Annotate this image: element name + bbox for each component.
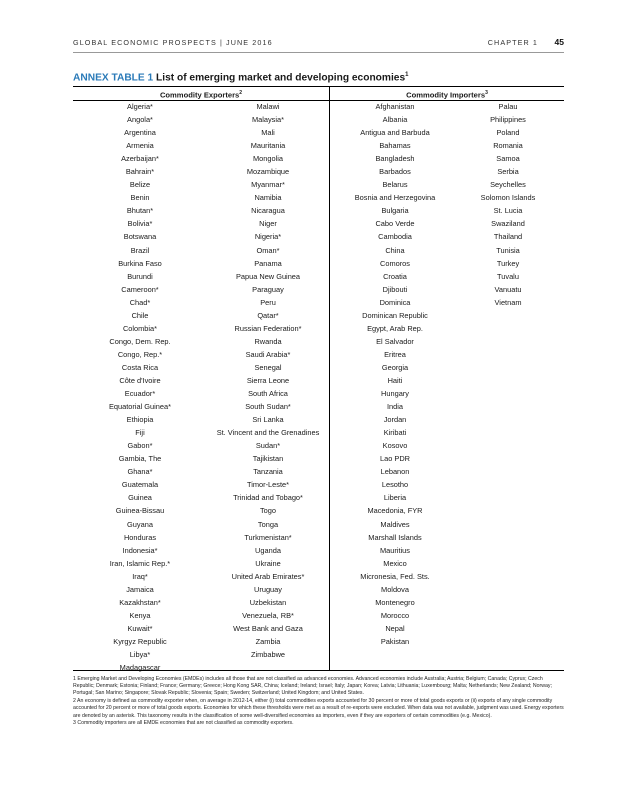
country-cell: Saudi Arabia*: [245, 349, 291, 359]
country-cell: Macedonia, FYR: [367, 506, 423, 516]
country-cell: Trinidad and Tobago*: [233, 493, 303, 503]
country-cell: Timor-Leste*: [246, 480, 290, 490]
footnotes: [73, 676, 564, 728]
country-cell: Kyrgyz Republic: [113, 636, 167, 646]
country-cell: Sri Lanka: [252, 415, 284, 425]
country-cell: Swaziland: [491, 219, 525, 229]
exporters-header-label: Commodity Exporters: [159, 90, 240, 100]
country-cell: Mexico: [383, 558, 407, 568]
country-cell: Uzbekistan: [249, 597, 287, 607]
country-cell: Hungary: [381, 389, 409, 399]
country-cell: Cameroon*: [121, 284, 159, 294]
country-cell: Dominica: [379, 297, 411, 307]
country-cell: Turkey: [496, 258, 520, 268]
country-cell: Belarus: [382, 180, 408, 190]
country-cell: Jamaica: [126, 584, 154, 594]
country-cell: Djibouti: [382, 284, 408, 294]
country-cell: Kiribati: [383, 428, 407, 438]
country-cell: China: [385, 245, 405, 255]
country-cell: Nepal: [385, 623, 405, 633]
country-cell: Lao PDR: [380, 454, 410, 464]
country-cell: Oman*: [256, 245, 280, 255]
country-cell: Mongolia: [253, 154, 283, 164]
importers-column-1: [332, 100, 458, 648]
country-cell: Zambia: [255, 636, 281, 646]
country-cell: Peru: [260, 297, 276, 307]
country-cell: Papua New Guinea: [235, 271, 301, 281]
country-cell: Algeria*: [127, 102, 153, 111]
country-cell: Bosnia and Herzegovina: [354, 193, 436, 203]
country-cell: West Bank and Gaza: [233, 623, 303, 633]
exporters-column-2: [207, 100, 329, 661]
country-cell: Congo, Dem. Rep.: [109, 336, 171, 346]
country-cell: Liberia: [383, 493, 407, 503]
country-cell: Bangladesh: [375, 154, 415, 164]
country-cell: Botswana: [123, 232, 157, 242]
importers-footnote-ref: 3: [485, 90, 488, 96]
title-footnote-ref: 1: [405, 72, 409, 78]
country-cell: Cabo Verde: [375, 219, 415, 229]
country-cell: Mauritius: [380, 545, 410, 555]
country-cell: Turkmenistan*: [244, 532, 292, 542]
country-cell: Kuwait*: [127, 623, 153, 633]
country-cell: Ghana*: [127, 467, 153, 477]
importers-header-label: Commodity Importers: [406, 90, 486, 100]
country-cell: Seychelles: [490, 180, 526, 190]
country-cell: Benin: [130, 193, 150, 203]
country-cell: Cambodia: [378, 232, 412, 242]
country-cell: Guyana: [127, 519, 153, 529]
country-cell: Vietnam: [494, 297, 522, 307]
table-top-rule: [73, 86, 564, 87]
header-rule: [73, 52, 564, 53]
country-cell: Jordan: [383, 415, 407, 425]
country-cell: Rwanda: [254, 336, 282, 346]
exporters-header: [73, 90, 329, 100]
country-cell: Indonesia*: [122, 545, 158, 555]
chapter-label: CHAPTER 1: [487, 38, 538, 47]
country-cell: Bahamas: [379, 141, 411, 151]
country-cell: Fiji: [135, 428, 145, 438]
country-cell: Angola*: [127, 115, 153, 125]
country-cell: Ethiopia: [126, 415, 154, 425]
column-divider: [329, 86, 330, 670]
country-cell: Tajikistan: [252, 454, 284, 464]
country-cell: Ecuador*: [124, 389, 156, 399]
country-cell: Serbia: [497, 167, 519, 177]
country-cell: Samoa: [496, 154, 520, 164]
table-title: [73, 72, 408, 83]
country-cell: Paraguay: [252, 284, 284, 294]
country-cell: Poland: [496, 128, 520, 138]
country-cell: Barbados: [379, 167, 411, 177]
country-cell: Comoros: [380, 258, 410, 268]
country-cell: Pakistan: [380, 636, 410, 646]
country-cell: Bhutan*: [126, 206, 154, 216]
country-cell: Mauritania: [250, 141, 286, 151]
country-cell: Bolivia*: [127, 219, 153, 229]
country-cell: Equatorial Guinea*: [108, 402, 172, 412]
country-cell: Russian Federation*: [234, 323, 302, 333]
country-cell: Togo: [259, 506, 277, 516]
country-cell: Gabon*: [127, 441, 153, 451]
country-cell: Colombia*: [122, 323, 158, 333]
country-cell: St. Vincent and the Grenadines: [216, 428, 320, 438]
country-cell: Burkina Faso: [118, 258, 162, 268]
country-cell: Panama: [254, 258, 282, 268]
country-cell: Iraq*: [132, 571, 148, 581]
country-cell: Tuvalu: [497, 271, 519, 281]
country-cell: Albania: [382, 115, 408, 125]
country-cell: Malaysia*: [251, 115, 285, 125]
country-cell: Philippines: [490, 115, 526, 125]
country-cell: Uruguay: [254, 584, 282, 594]
country-cell: Eritrea: [384, 349, 406, 359]
country-cell: Niger: [259, 219, 277, 229]
footnote-1: 1 Emerging Market and Developing Economies (EMDEs) includes all those that are not classified as advanced economies. Advanced economies include Australia; Austria; Belgium; Canada; Cyprus; Czech Republic; Denmark; Estonia; Finland; France; Germany; Greece; Hong Kong SAR, China; Iceland; Ireland; Israel; Italy; Japan; Korea; Latvia; Lithuania; Luxembourg; Malta; Netherlands; New Zealand; Norway; Portugal; San Marino; Singapore; Slovak Republic; Slovenia; Spain; Sweden; Switzerland; United Kingdom; and United States.: [73, 676, 552, 697]
publication-title: GLOBAL ECONOMIC PROSPECTS | JUNE 2016: [73, 38, 273, 47]
country-cell: Thailand: [493, 232, 523, 242]
country-cell: Kosovo: [382, 441, 408, 451]
country-cell: India: [386, 402, 404, 412]
country-cell: Solomon Islands: [480, 193, 536, 203]
country-cell: Maldives: [380, 519, 410, 529]
table-bottom-rule: [73, 670, 564, 671]
importers-header: [330, 90, 564, 100]
title-text: List of emerging market and developing economies: [156, 72, 406, 84]
importers-column-2: [458, 100, 558, 309]
country-cell: Namibia: [254, 193, 282, 203]
country-cell: Lebanon: [380, 467, 410, 477]
country-cell: Moldova: [381, 584, 409, 594]
country-cell: Haiti: [387, 375, 403, 385]
country-cell: Belize: [129, 180, 151, 190]
country-cell: Congo, Rep.*: [117, 349, 163, 359]
country-cell: Argentina: [124, 128, 156, 138]
country-cell: Sierra Leone: [246, 375, 290, 385]
country-cell: Myanmar*: [251, 180, 285, 190]
running-header: [73, 38, 564, 50]
country-cell: Kazakhstan*: [119, 597, 161, 607]
country-cell: Guinea-Bissau: [115, 506, 165, 516]
country-cell: Morocco: [380, 610, 410, 620]
country-cell: Bulgaria: [381, 206, 409, 216]
country-cell: Kenya: [129, 610, 151, 620]
country-cell: Romania: [493, 141, 523, 151]
country-cell: Zimbabwe: [250, 649, 286, 659]
country-cell: Nigeria*: [254, 232, 282, 242]
country-cell: Malawi: [256, 102, 280, 111]
country-cell: Mali: [261, 128, 275, 138]
country-cell: Tunisia: [496, 245, 520, 255]
country-cell: Libya*: [129, 649, 151, 659]
country-cell: Qatar*: [257, 310, 279, 320]
exporters-column-1: [73, 100, 207, 674]
country-cell: Sudan*: [255, 441, 281, 451]
page-number: 45: [554, 37, 564, 47]
country-cell: Croatia: [383, 271, 407, 281]
country-cell: Tanzania: [253, 467, 283, 477]
footnote-2: 2 An economy is defined as commodity exporter when, on average in 2012-14, either (i) total commodities exports accounted for 30 percent or more of total goods exports or (ii) exports of any single commodity accounted for 20 percent or more of total goods exports. Economies for which these thresholds were met as a result of re-exports were excluded. When data was not available, judgment was used. Energy exporters are denoted by an asterisk. This taxonomy results in the classification of some well-diversified economies as importers, even if they are exporters of certain commodities (e.g. Mexico).: [73, 698, 564, 719]
country-cell: El Salvador: [376, 336, 414, 346]
country-cell: Nicaragua: [251, 206, 285, 216]
country-cell: Bahrain*: [125, 167, 155, 177]
country-cell: Ukraine: [255, 558, 281, 568]
country-cell: Micronesia, Fed. Sts.: [360, 571, 430, 581]
footnote-3: 3 Commodity importers are all EMDE economies that are not classified as commodity exporters.: [73, 720, 294, 727]
country-cell: Tonga: [257, 519, 279, 529]
exporters-footnote-ref: 2: [239, 90, 243, 96]
country-cell: Uganda: [255, 545, 281, 555]
country-cell: Guinea: [128, 493, 152, 503]
country-cell: Honduras: [123, 532, 157, 542]
country-cell: South Africa: [248, 389, 288, 399]
country-cell: Dominican Republic: [362, 310, 428, 320]
country-cell: Georgia: [381, 362, 409, 372]
country-cell: Chad*: [129, 297, 151, 307]
country-cell: Brazil: [130, 245, 150, 255]
country-cell: Burundi: [127, 271, 153, 281]
country-cell: Costa Rica: [121, 362, 159, 372]
country-cell: Marshall Islands: [368, 532, 422, 542]
country-cell: Madagascar: [119, 663, 161, 673]
country-cell: Lesotho: [381, 480, 409, 490]
country-cell: Guatemala: [121, 480, 159, 490]
country-cell: Antigua and Barbuda: [360, 128, 430, 138]
country-cell: Armenia: [126, 141, 154, 151]
annex-label: ANNEX TABLE 1: [73, 72, 154, 84]
country-cell: Vanuatu: [494, 284, 522, 294]
country-cell: Senegal: [254, 362, 282, 372]
country-cell: St. Lucia: [493, 206, 523, 216]
country-cell: South Sudan*: [245, 402, 291, 412]
country-cell: Afghanistan: [375, 102, 415, 111]
country-cell: Iran, Islamic Rep.*: [109, 558, 171, 568]
country-cell: Azerbaijan*: [121, 154, 159, 164]
country-cell: Gambia, The: [118, 454, 162, 464]
country-cell: United Arab Emirates*: [231, 571, 305, 581]
country-cell: Venezuela, RB*: [242, 610, 294, 620]
country-cell: Chile: [131, 310, 149, 320]
country-cell: Egypt, Arab Rep.: [367, 323, 423, 333]
country-cell: Côte d'Ivoire: [119, 375, 161, 385]
country-cell: Palau: [498, 102, 518, 111]
country-cell: Mozambique: [246, 167, 290, 177]
country-cell: Montenegro: [375, 597, 415, 607]
